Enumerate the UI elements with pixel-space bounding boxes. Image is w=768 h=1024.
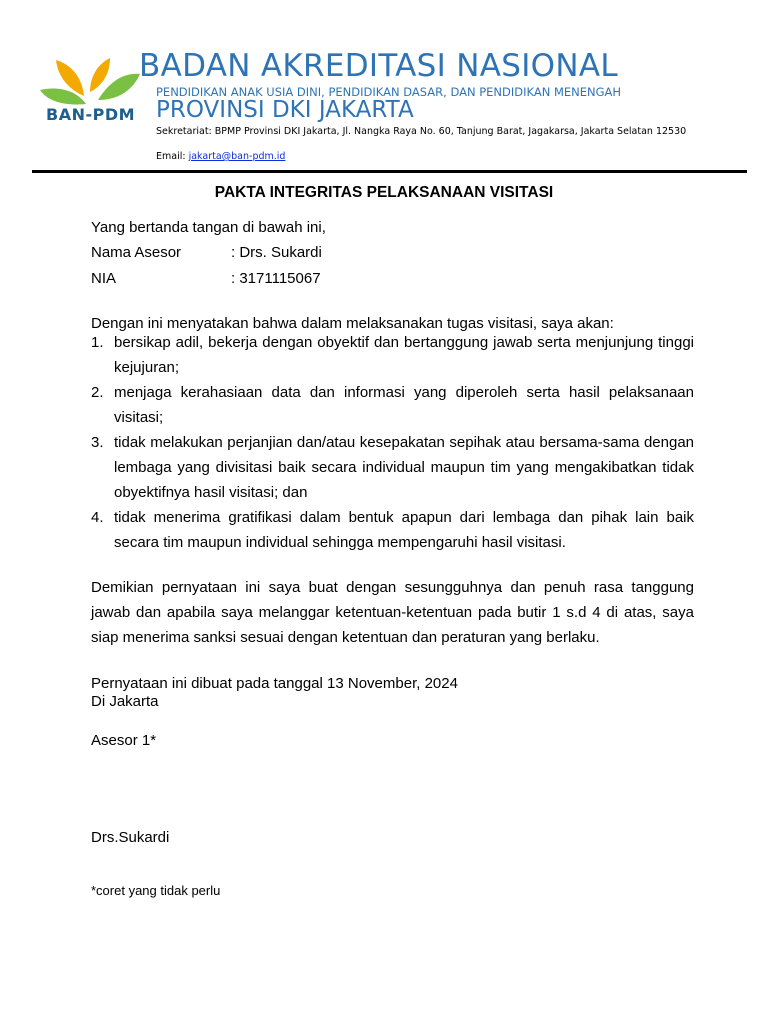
logo-text: BAN-PDM (46, 105, 136, 124)
field-label-nia: NIA (91, 270, 117, 287)
closing-paragraph: Demikian pernyataan ini saya buat dengan sesungguhnya dan penuh rasa tanggung jawab dan apabila saya melanggar ketentuan-ketentuan pada butir 1 s.d 4 di atas, saya siap menerima sanksi sesuai dengan ketentuan dan peraturan yang berlaku. (91, 579, 694, 646)
list-item (91, 330, 694, 380)
document-title: PAKTA INTEGRITAS PELAKSANAAN VISITASI (214, 184, 554, 201)
list-item-number: 1. (91, 334, 104, 351)
place-line: Di Jakarta (91, 693, 159, 710)
email-label: Email: (156, 151, 189, 162)
header-divider (32, 170, 747, 173)
signer-name: Drs.Sukardi (91, 829, 170, 846)
list-item-number: 3. (91, 434, 104, 451)
list-item-text: tidak menerima gratifikasi dalam bentuk apapun dari lembaga dan pihak lain baik secara tim maupun individual sehingga mempengaruhi hasil visitasi. (114, 509, 694, 551)
intro-text: Yang bertanda tangan di bawah ini, (91, 219, 326, 236)
field-label-nama-asesor: Nama Asesor (91, 244, 182, 261)
list-item-text: bersikap adil, bekerja dengan obyektif dan bertanggung jawab serta menjunjung tinggi kejujuran; (114, 334, 694, 376)
list-item (91, 505, 694, 555)
field-value-nia: : 3171115067 (231, 270, 321, 287)
email-link[interactable]: jakarta@ban-pdm.id (188, 151, 286, 162)
list-item (91, 380, 694, 430)
list-item (91, 430, 694, 505)
list-item-text: menjaga kerahasiaan data dan informasi yang diperoleh serta hasil pelaksanaan visitasi; (114, 384, 694, 426)
date-line: Pernyataan ini dibuat pada tanggal 13 November, 2024 (91, 675, 458, 692)
list-item-text: tidak melakukan perjanjian dan/atau kesepakatan sepihak atau bersama-sama dengan lembaga yang divisitasi baik secara individual maupun tim yang mengakibatkan tidak obyektifnya hasil visitasi; dan (114, 434, 694, 501)
field-value-nama-asesor: : Drs. Sukardi (231, 244, 322, 261)
list-item-number: 4. (91, 509, 104, 526)
signer-role: Asesor 1* (91, 732, 157, 749)
org-address: Sekretariat: BPMP Provinsi DKI Jakarta, Jl. Nangka Raya No. 60, Tanjung Barat, Jagakarsa, Jakarta Selatan 12530 (156, 126, 687, 137)
footnote: *coret yang tidak perlu (91, 883, 221, 898)
statement-text: Dengan ini menyatakan bahwa dalam melaksanakan tugas visitasi, saya akan: (91, 315, 614, 332)
commitment-list (91, 330, 694, 555)
org-title: BADAN AKREDITASI NASIONAL (139, 48, 618, 84)
org-subtitle: PENDIDIKAN ANAK USIA DINI, PENDIDIKAN DASAR, DAN PENDIDIKAN MENENGAH (156, 85, 622, 99)
list-item-number: 2. (91, 384, 104, 401)
org-province: PROVINSI DKI JAKARTA (156, 97, 414, 123)
org-email-line (156, 151, 285, 162)
